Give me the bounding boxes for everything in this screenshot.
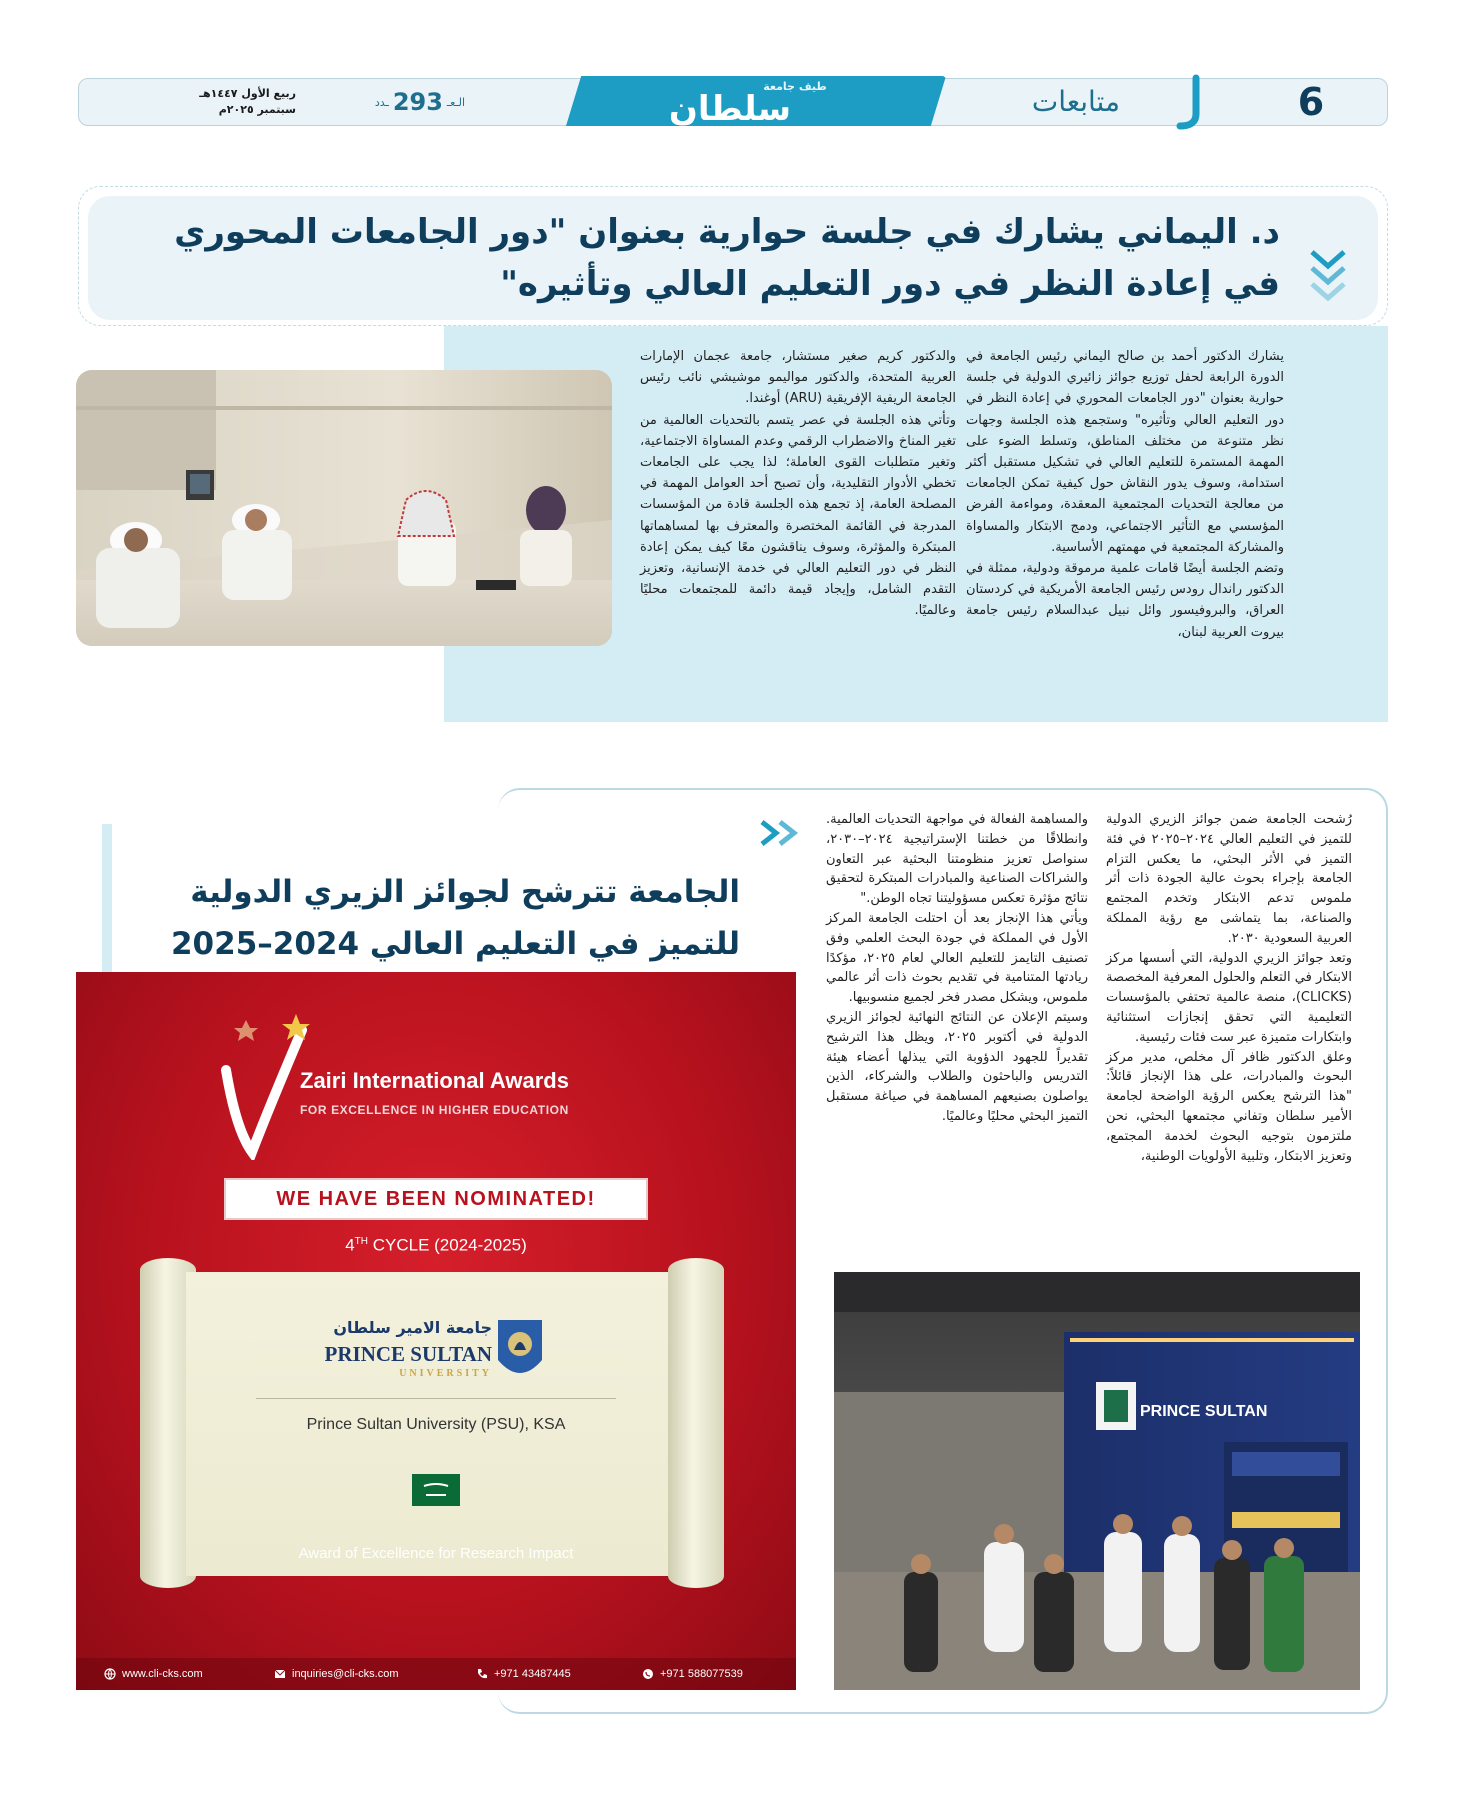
psu-arabic-name: جامعة الامير سلطان bbox=[333, 1318, 492, 1337]
footer-phone[interactable] bbox=[476, 1658, 571, 1690]
article1-column-left bbox=[640, 346, 956, 718]
date-hijri: ربيع الأول ١٤٤٧هـ bbox=[199, 87, 296, 100]
article2-paragraph: وتعد جوائز الزيري الدولية، التي أسسها مركز الابتكار في التعلم والحلول المعرفية المخصصة (CLICKS)، منصة عالمية تحتفي بالمؤسسات التعليمية التي تحقق إنجازات استثنائية وابتكارات متميزة عبر ست فئات رئيسية. bbox=[1106, 950, 1352, 1045]
psu-emblem-icon bbox=[494, 1316, 546, 1386]
scroll-roll-right bbox=[668, 1258, 724, 1588]
footer-whatsapp[interactable] bbox=[642, 1658, 743, 1690]
phone-icon bbox=[476, 1668, 488, 1680]
meeting-photo bbox=[76, 370, 612, 646]
issue-label-left: الـعـ bbox=[446, 95, 466, 109]
article2-paragraph: والمساهمة الفعالة في مواجهة التحديات العالمية. وانطلاقًا من خطتنا الإستراتيجية ٢٠٢٤–٢٠٣٠، سنواصل تعزيز منظومتنا البحثية عبر التعاون والشراكات الصناعية والمبادرات المبتكرة لتحقيق نتائج مؤثرة تعكس مسؤوليتنا تجاه الوطن." bbox=[826, 812, 1088, 907]
article2-paragraph: رُشحت الجامعة ضمن جوائز الزيري الدولية للتميز في التعليم العالي ٢٠٢٤–٢٠٢٥ في فئة التميز في الأثر البحثي، ما يعكس التزام الجامعة بإجراء بحوث عالية الجودة ذات أثر ملموس تدعم الابتكار وتخدم المجتمع والصناعة، بما يتماشى مع رؤية المملكة العربية السعودية ٢٠٣٠. bbox=[1106, 812, 1353, 946]
issue-number: 293 bbox=[392, 88, 443, 116]
article2-headline: الجامعة تترشح لجوائز الزيري الدولية للتميز في التعليم العالي 2024–2025 bbox=[170, 874, 740, 962]
exhibition-booth-photo bbox=[834, 1272, 1360, 1690]
award-poster bbox=[76, 972, 796, 1690]
article1-paragraph: يشارك الدكتور أحمد بن صالح اليماني رئيس الجامعة في الدورة الرابعة لحفل توزيع جوائز زائيري الدولية في جلسة حوارية بعنوان "دور الجامعات المحوري في إعادة النظر في دور التعليم العالي وتأثيره" وستجمع هذه الجلسة وجهات نظر متنوعة من مختلف المناطق، وتسلط الضوء على المهمة المستمرة للتعليم العالي في تشكيل مستقبل أكثر استدامة، وسوف يدور النقاش حول كيفية تمكن الجامعات من معالجة التحديات المجتمعية المعقدة، ومواءمة الفرض المؤسسي مع التأثير الاجتماعي، ودمج الابتكار والمساواة والمشاركة المجتمعية في مهمتهم الأساسية. bbox=[966, 349, 1284, 555]
article1-paragraph: والدكتور كريم صغير مستشار، جامعة عجمان الإمارات العربية المتحدة، والدكتور مواليمو موشيشي نائب رئيس الجامعة الريفية الإفريقية (ARU) أوغندا. bbox=[640, 349, 956, 407]
footer-whatsapp-text: +971 588077539 bbox=[660, 1668, 743, 1680]
footer-email[interactable] bbox=[274, 1658, 399, 1690]
section-swoosh-icon bbox=[1170, 74, 1210, 130]
cycle-suffix: TH bbox=[354, 1236, 369, 1247]
cycle-years: CYCLE (2024-2025) bbox=[368, 1235, 527, 1255]
article1-headline: د. اليماني يشارك في جلسة حوارية بعنوان "دور الجامعات المحوري في إعادة النظر في دور التعليم العالي وتأثيره" bbox=[174, 212, 1280, 304]
psu-university-word: UNIVERSITY bbox=[399, 1368, 492, 1379]
globe-icon bbox=[104, 1668, 116, 1680]
article1-column-right bbox=[966, 346, 1284, 718]
section-title: متابعات bbox=[1031, 85, 1120, 118]
issue-date bbox=[186, 86, 296, 120]
mail-icon bbox=[274, 1668, 286, 1680]
nominated-banner: WE HAVE BEEN NOMINATED! bbox=[224, 1178, 648, 1220]
article2-paragraph: وسيتم الإعلان عن النتائج النهائية لجوائز الزيري الدولية في أكتوبر ٢٠٢٥، ويظل هذا الترشيح تقديراً للجهود الدؤوبة التي يبذلها أعضاء هيئة التدريس والباحثون والطلاب والشركاء، الذين يواصلون بصنيعهم المساهمة في صياغة مستقبل التميز البحثي محليًا وعالميًا. bbox=[826, 1009, 1088, 1124]
footer-website-text: www.cli-cks.com bbox=[122, 1668, 203, 1680]
nominee-name: Prince Sultan University (PSU), KSA bbox=[306, 1416, 566, 1433]
chevron-down-icon bbox=[1306, 246, 1350, 306]
article2-paragraph: ويأتي هذا الإنجاز بعد أن احتلت الجامعة المركز الأول في المملكة في جودة البحث العلمي وفق تصنيف التايمز للتعليم العالي لعام ٢٠٢٥، مؤكدًا ريادتها المتنامية في تقديم بحوث ذات أثر عالمي ملموس، ويشكل مصدر فخر لجميع منسوبيها. bbox=[826, 910, 1088, 1006]
poster-tagline: FOR EXCELLENCE IN HIGHER EDUCATION bbox=[300, 1103, 569, 1117]
poster-brand: Zairi International Awards bbox=[300, 1068, 569, 1093]
whatsapp-icon bbox=[642, 1668, 654, 1680]
saudi-flag-icon bbox=[412, 1474, 460, 1506]
cycle-number: 4 bbox=[345, 1235, 355, 1255]
footer-phone-text: +971 43487445 bbox=[494, 1668, 571, 1680]
article2-column-left bbox=[826, 810, 1088, 1266]
article2-column-right bbox=[1106, 810, 1352, 1266]
article1-paragraph: وتأتي هذه الجلسة في عصر يتسم بالتحديات العالمية من تغير المناخ والاضطراب الرقمي وعدم المساواة الاجتماعية، وتغير متطلبات القوى العاملة؛ لذا يجب على الجامعات تخطي الأدوار التقليدية، وأن تصبح أحد العوامل المهمة في المصلحة العامة، إذ تجمع هذه الجلسة قادة من المؤسسات المدرجة في القائمة المختصرة والمعترف بها لمساهماتها المبتكرة والمؤثرة، وسوف يناقشون معًا كيف يمكن إعادة النظر في دور التعليم العالي في خدمة الإنسانية، وتعزيز التقدم الشامل، وإيجاد قيمة دائمة للمجتمعات محليًا وعالميًا. bbox=[640, 412, 956, 619]
issue-label-right: ـدد bbox=[374, 95, 389, 109]
article2-paragraph: وعلق الدكتور ظافر آل مخلص، مدير مركز البحوث والمبادرات، على هذا الإنجاز قائلاً: "هذا الترشح يعكس الرؤية الواضحة لجامعة الأمير سلطان وتفاني مجتمعها البحثي، نحن ملتزمون بتوجيه البحوث لخدمة المجتمع، وتعزيز الابتكار، وتلبية الأولويات الوطنية، bbox=[1106, 1049, 1352, 1164]
issue-number-block bbox=[360, 88, 480, 116]
date-gregorian: سبتمبر ٢٠٢٥م bbox=[218, 103, 296, 116]
poster-contact-bar bbox=[76, 1658, 796, 1690]
psu-english-name: PRINCE SULTAN bbox=[324, 1342, 492, 1366]
booth-sign: PRINCE SULTAN bbox=[1140, 1403, 1268, 1420]
page-number: 6 bbox=[1297, 80, 1325, 124]
scroll-divider bbox=[256, 1398, 616, 1399]
footer-email-text: inquiries@cli-cks.com bbox=[292, 1668, 399, 1680]
article1-paragraph: وتضم الجلسة أيضًا قامات علمية مرموقة ودولية، ممثلة في الدكتور راندال رودس رئيس الجامعة الأمريكية في كردستان العراق، والبروفيسور وائل نبيل عبدالسلام رئيس جامعة بيروت العربية لبنان، bbox=[966, 561, 1284, 640]
footer-website[interactable] bbox=[104, 1658, 203, 1690]
award-category: Award of Excellence for Research Impact bbox=[298, 1545, 574, 1562]
chevron-right-icon bbox=[758, 818, 812, 848]
masthead-sublogo: طيف جامعة bbox=[763, 80, 827, 93]
masthead-logo: سلطان bbox=[668, 89, 792, 129]
poster-cycle bbox=[286, 1228, 586, 1256]
